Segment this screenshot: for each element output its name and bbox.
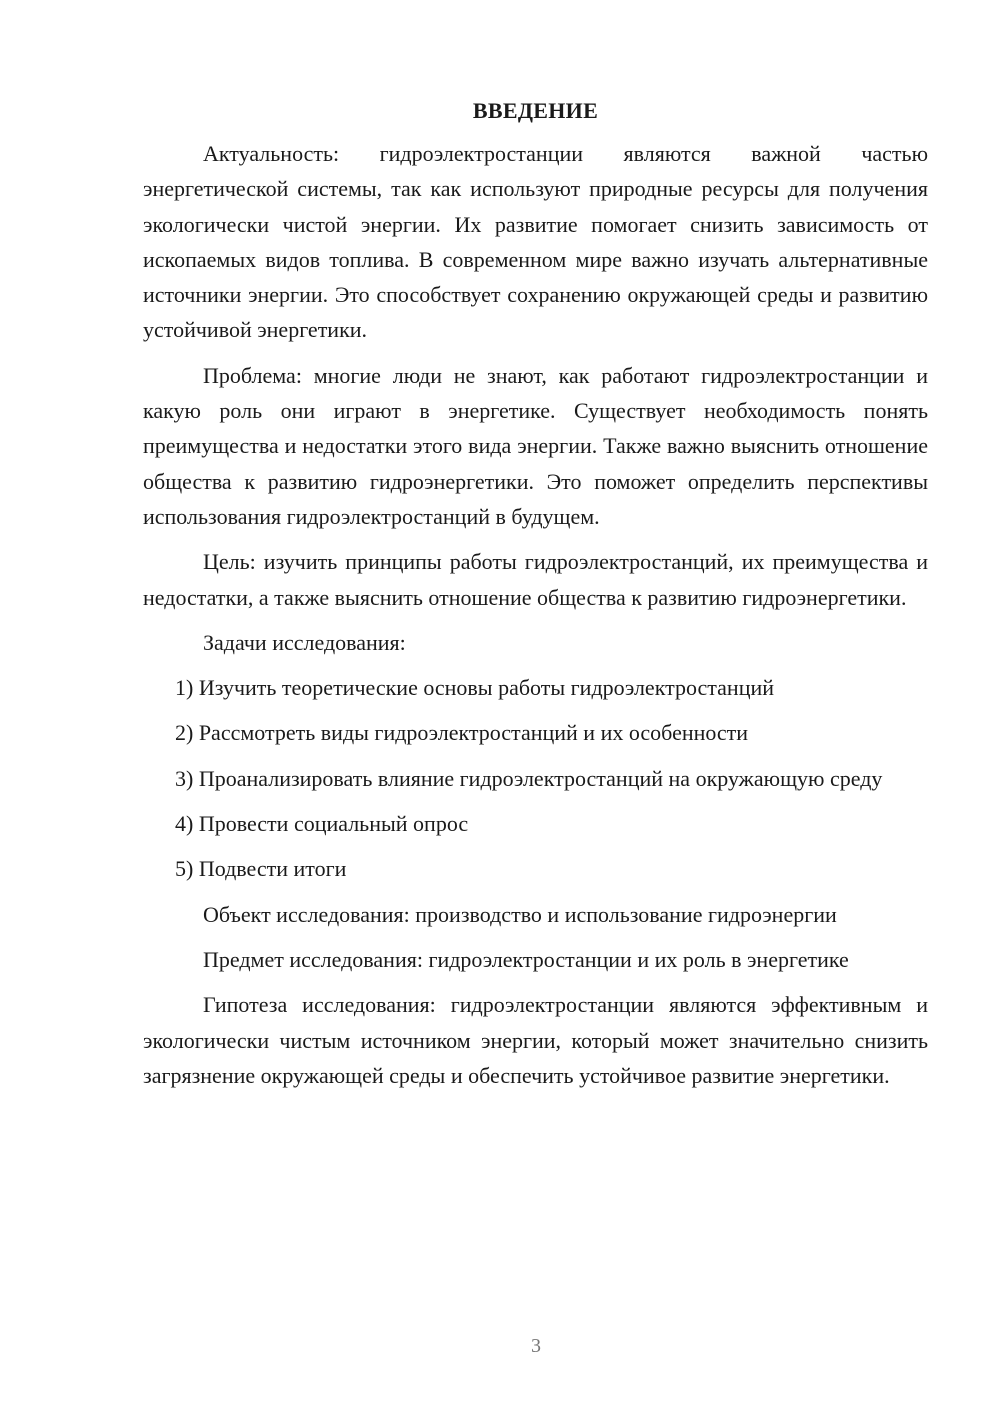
page-body <box>143 96 928 1093</box>
paragraph-subject: Предмет исследования: гидроэлектростанции и их роль в энергетике <box>203 946 849 972</box>
paragraph-problem: Проблема: многие люди не знают, как работают гидроэлектростанции и какую роль они играют в энергетике. Существует необходимость понять преимущества и недостатки этого вида энергии. Также важно выяснить отношение общества к развитию гидроэнергетики. Это поможет определить перспективы использования гидроэлектростанций в будущем. <box>143 362 928 529</box>
task-item-1: 1) Изучить теоретические основы работы гидроэлектростанций <box>175 675 775 701</box>
paragraph-object: Объект исследования: производство и использование гидроэнергии <box>203 901 837 927</box>
paragraph-relevance: Актуальность: гидроэлектростанции являются важной частью энергетической системы, так как используют природные ресурсы для получения экологически чистой энергии. Их развитие помогает снизить зависимость от ископаемых видов топлива. В современном мире важно изучать альтернативные источники энергии. Это способствует сохранению окружающей среды и развитию устойчивой энергетики. <box>143 141 928 343</box>
paragraph-goal: Цель: изучить принципы работы гидроэлектростанций, их преимущества и недостатки, а также выяснить отношение общества к развитию гидроэнергетики. <box>143 549 928 610</box>
section-title: ВВЕДЕНИЕ <box>472 98 599 123</box>
paragraph-hypothesis: Гипотеза исследования: гидроэлектростанции являются эффективным и экологически чистым источником энергии, который может значительно снизить загрязнение окружающей среды и обеспечить устойчивое развитие энергетики. <box>143 992 928 1088</box>
page-number: 3 <box>531 1335 541 1357</box>
task-item-2: 2) Рассмотреть виды гидроэлектростанций и их особенности <box>175 720 749 746</box>
paragraph-tasks-heading: Задачи исследования: <box>203 629 406 655</box>
task-item-5: 5) Подвести итоги <box>175 856 347 882</box>
task-item-4: 4) Провести социальный опрос <box>175 811 469 837</box>
task-item-3: 3) Проанализировать влияние гидроэлектростанций на окружающую среду <box>175 765 883 791</box>
